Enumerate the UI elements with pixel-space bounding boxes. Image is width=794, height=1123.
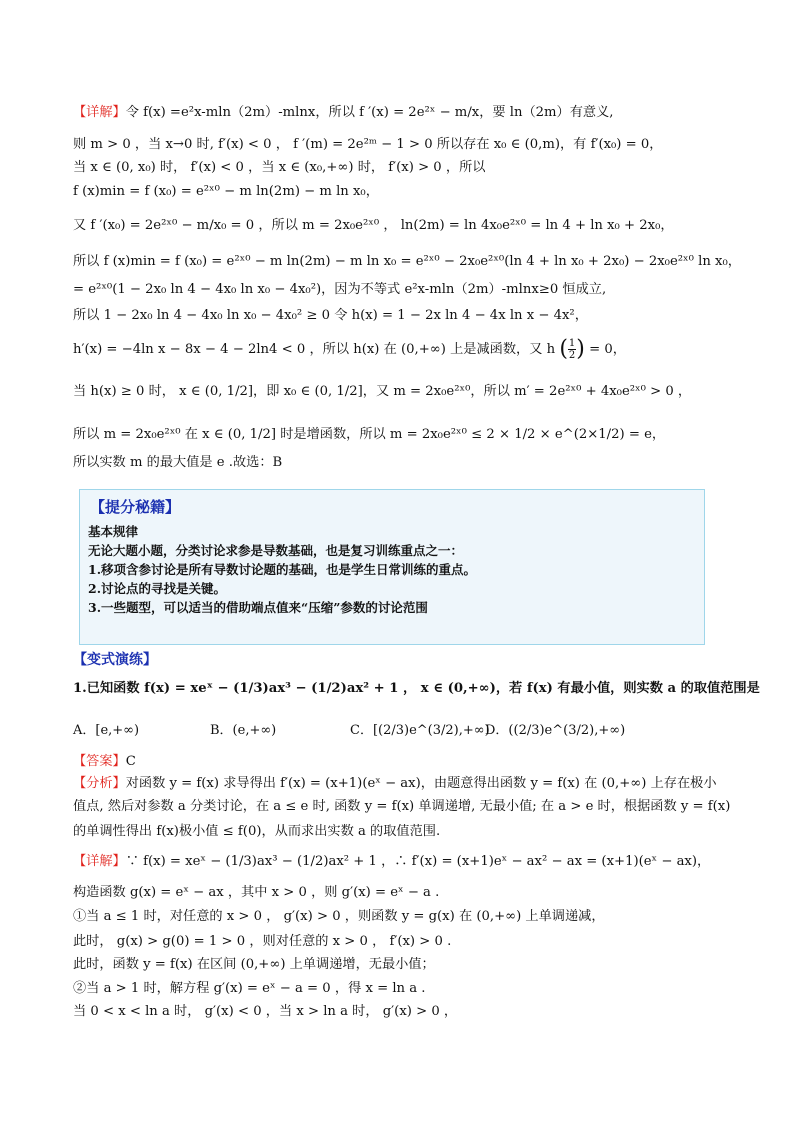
answer-line [73, 752, 733, 772]
option-b: B．(e,+∞) [210, 723, 277, 738]
solution-line-12 [73, 453, 733, 473]
tips-line-1: 基本规律 [88, 524, 139, 539]
tips-line-4: 2.讨论点的寻找是关键。 [88, 581, 227, 596]
solution-line-10 [73, 382, 733, 402]
solution-line-7 [73, 280, 733, 300]
answer-value: C [125, 754, 136, 769]
solution-text-7: = e²ˣ⁰(1 − 2x₀ ln 4 − 4x₀ ln x₀ − 4x₀²)，因为不等式 e²x-mln（2m）-mlnx≥0 恒成立, [73, 282, 607, 297]
solution-text-11: 所以 m = 2x₀e²ˣ⁰ 在 x ∈ (0, 1/2] 时是增函数，所以 m = 2x₀e²ˣ⁰ ≤ 2 × 1/2 × e^(2×1/2) = e， [73, 427, 666, 442]
solution-text-5: 又 f ′(x₀) = 2e²ˣ⁰ − m/x₀ = 0 ，所以 m = 2x₀e²ˣ⁰ ， ln(2m) = ln 4x₀e²ˣ⁰ = ln 4 + ln x₀ + 2x₀， [73, 218, 674, 233]
analysis-line-2 [73, 797, 733, 817]
solution-line-2 [73, 135, 733, 155]
practice-detail-line-5 [73, 955, 733, 975]
solution-text-10: 当 h(x) ≥ 0 时， x ∈ (0, 1/2]，即 x₀ ∈ (0, 1/2]，又 m = 2x₀e²ˣ⁰，所以 m′ = 2e²ˣ⁰ + 4x₀e²ˣ⁰ > 0 ， [73, 384, 692, 399]
solution-text-2: 则 m > 0 ，当 x→0 时, f′(x) < 0 ， f ′(m) = 2e²ᵐ − 1 > 0 所以存在 x₀ ∈ (0,m)，有 f′(x₀) = 0， [73, 137, 663, 152]
solution-text-1: 令 f(x) =e²x-mln（2m）-mlnx，所以 f ′(x) = 2e²ˣ − m/x，要 ln（2m）有意义, [125, 105, 614, 120]
solution-line-9: h′(x) = −4ln x − 8x − 4 − 2ln4 < 0 ，所以 h(x) 在 (0,+∞) 上是减函数，又 h ( $\frac{1}{2}$ ) = 0， [73, 336, 626, 362]
answer-heading: 【答案】 [73, 754, 126, 769]
option-c: C．[(2/3)e^(3/2),+∞) [350, 723, 490, 738]
solution-line-5 [73, 216, 733, 236]
solution-line-3 [73, 158, 733, 178]
practice-detail-line-6 [73, 979, 733, 999]
tips-line-3: 1.移项含参讨论是所有导数讨论题的基础，也是学生日常训练的重点。 [88, 562, 477, 577]
practice-detail-text-6: ②当 a > 1 时，解方程 g′(x) = eˣ − a = 0 ，得 x = ln a . [73, 981, 426, 996]
practice-detail-line-1 [73, 852, 733, 872]
tips-title: 【提分秘籍】 [90, 498, 181, 516]
detail-heading: 【详解】 [73, 105, 126, 120]
practice-detail-text-3: ①当 a ≤ 1 时，对任意的 x > 0 ， g′(x) > 0 ，则函数 y = g(x) 在 (0,+∞) 上单调递减， [73, 909, 605, 924]
practice-detail-text-4: 此时， g(x) > g(0) = 1 > 0 ，则对任意的 x > 0 ， f′(x) > 0 . [73, 934, 452, 949]
tips-line-5: 3.一些题型，可以适当的借助端点值来“压缩”参数的讨论范围 [88, 600, 428, 615]
practice-detail-line-4 [73, 932, 733, 952]
solution-line-6 [73, 252, 741, 272]
analysis-line-1 [73, 774, 733, 794]
solution-text-3: 当 x ∈ (0, x₀) 时， f′(x) < 0 ，当 x ∈ (x₀,+∞) 时， f′(x) > 0 ，所以 [73, 160, 486, 175]
practice-detail-text-7: 当 0 < x < ln a 时， g′(x) < 0 ，当 x > ln a 时， g′(x) > 0 ， [73, 1004, 458, 1019]
practice-detail-line-2 [73, 883, 733, 903]
tips-line-2: 无论大题小题，分类讨论求参是导数基础，也是复习训练重点之一： [88, 543, 464, 558]
analysis-line-3 [73, 822, 733, 842]
question-1 [73, 679, 760, 699]
question-1-text: 1.已知函数 f(x) = xeˣ − (1/3)ax³ − (1/2)ax² + 1 ， x ∈ (0,+∞)，若 f(x) 有最小值，则实数 a 的取值范围是 [73, 681, 760, 696]
option-a: A．[e,+∞) [73, 723, 140, 738]
analysis-text-3: 的单调性得出 f(x)极小值 ≤ f(0)，从而求出实数 a 的取值范围. [73, 824, 441, 839]
option-d: D．((2/3)e^(3/2),+∞) [485, 723, 626, 738]
analysis-text-1: 对函数 y = f(x) 求导得出 f′(x) = (x+1)(eˣ − ax)，由题意得出函数 y = f(x) 在 (0,+∞) 上存在极小 [125, 776, 717, 791]
practice-detail-heading: 【详解】 [73, 854, 126, 869]
solution-text-9a: h′(x) = −4ln x − 8x − 4 − 2ln4 < 0 ，所以 h(x) 在 (0,+∞) 上是减函数，又 h [73, 342, 556, 357]
analysis-text-2: 值点, 然后对参数 a 分类讨论，在 a ≤ e 时, 函数 y = f(x) 单调递增, 无最小值; 在 a > e 时，根据函数 y = f(x) [73, 799, 731, 814]
practice-detail-text-5: 此时，函数 y = f(x) 在区间 (0,+∞) 上单调递增，无最小值； [73, 957, 435, 972]
analysis-heading: 【分析】 [73, 776, 126, 791]
solution-text-12: 所以实数 m 的最大值是 e .故选：B [73, 455, 283, 470]
solution-line-1 [73, 103, 733, 123]
tips-box [79, 489, 705, 645]
solution-text-8: 所以 1 − 2x₀ ln 4 − 4x₀ ln x₀ − 4x₀² ≥ 0 令 h(x) = 1 − 2x ln 4 − 4x ln x − 4x²， [73, 308, 588, 323]
solution-line-4 [73, 182, 733, 202]
practice-detail-line-7 [73, 1002, 733, 1022]
practice-heading: 【变式演练】 [73, 652, 157, 668]
solution-line-11 [73, 425, 733, 445]
practice-detail-line-3 [73, 907, 733, 927]
solution-text-4: f (x)min = f (x₀) = e²ˣ⁰ − m ln(2m) − m ln x₀， [73, 184, 379, 199]
solution-text-9b: = 0， [589, 342, 626, 357]
practice-detail-text-2: 构造函数 g(x) = eˣ − ax ，其中 x > 0 ，则 g′(x) = eˣ − a . [73, 885, 440, 900]
practice-detail-text-1: ∵ f(x) = xeˣ − (1/3)ax³ − (1/2)ax² + 1 ，∴ f′(x) = (x+1)eˣ − ax² − ax = (x+1)(eˣ − ax)， [125, 854, 711, 869]
solution-text-6: 所以 f (x)min = f (x₀) = e²ˣ⁰ − m ln(2m) − m ln x₀ = e²ˣ⁰ − 2x₀e²ˣ⁰(ln 4 + ln x₀ + 2x₀) − 2x₀e²ˣ⁰ ln x₀， [73, 254, 741, 269]
solution-line-8 [73, 306, 733, 326]
